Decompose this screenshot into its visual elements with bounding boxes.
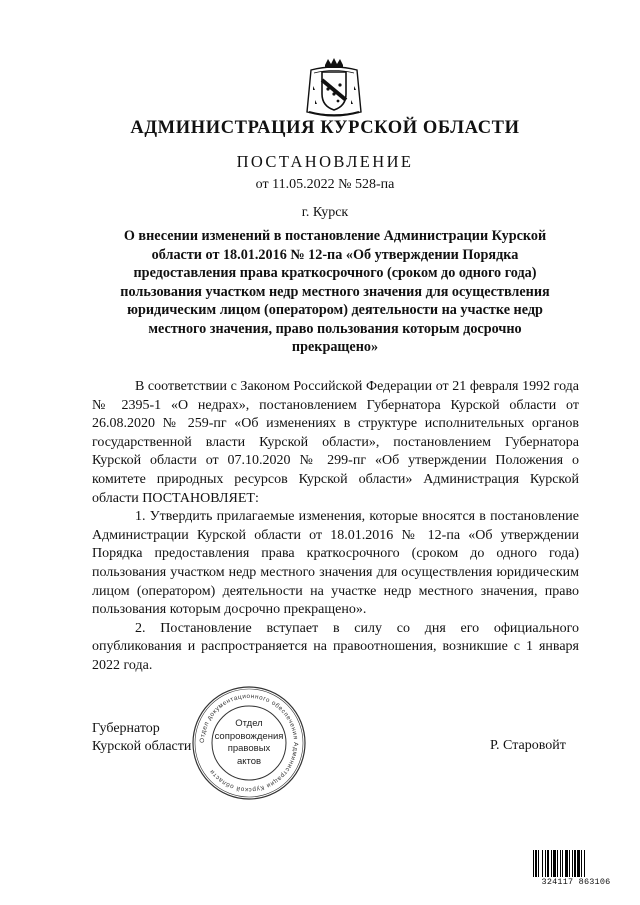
document-city: г. Курск — [301, 205, 349, 220]
stamp-line: сопровождения — [214, 730, 284, 742]
subject-line: предоставления права краткосрочного (сроком до одного года) — [133, 265, 537, 281]
organization-title: АДМИНИСТРАЦИЯ КУРСКОЙ ОБЛАСТИ — [130, 118, 520, 138]
document-subject — [100, 227, 570, 357]
subject-line: пользования участком недр местного значения для осуществления — [120, 283, 550, 300]
subject-line: области от 18.01.2016 № 12-па «Об утверждении Порядка — [151, 246, 519, 263]
subject-line: юридическим лицом (оператором) деятельности на участке недр — [127, 302, 543, 318]
preamble-paragraph: В соответствии с Законом Российской Федерации от 21 февраля 1992 года № 2395-1 «О недрах», постановлением Губернатора Курской области от 26.08.2020 № 259-пг «Об изменениях в структуре исполнительных органов государственной власти Курской области», постановлением Губернатора Курской области от 07.10.2020 № 299-пг «Об утверждении Положения о комитете природных ресурсов Курской области» Администрация Курской области ПОСТАНОВЛЯЕТ: — [92, 379, 579, 506]
coat-of-arms-icon — [305, 56, 363, 118]
subject-line: прекращено» — [291, 339, 379, 355]
stamp-line: актов — [236, 755, 262, 767]
barcode — [533, 850, 619, 888]
position-line: Губернатор — [92, 721, 160, 736]
barcode-bar — [585, 850, 586, 877]
stamp-center-text — [214, 718, 284, 768]
item-1-paragraph: 1. Утвердить прилагаемые изменения, которые вносятся в постановление Администрации Курской области от 18.01.2016 № 12-па «Об утверждении Порядка предоставления права краткосрочного (сроком до одного года) пользования участком недр местного значения для осуществления юридическим лицом (оператором) деятельности на участке недр местного значения, право пользования которым досрочно прекращено». — [92, 509, 579, 618]
item-2-paragraph: 2. Постановление вступает в силу со дня его официального опубликования и распространяется на правоотношения, возникшие с 1 января 2022 года. — [92, 620, 579, 673]
stamp-ring-text: Отдел документационного обеспечения Администрации Курской области — [198, 692, 300, 794]
subject-line: местного значения, право пользования которым досрочно — [148, 320, 522, 337]
position-line: Курской области — [92, 739, 192, 754]
document-body — [92, 378, 579, 676]
barcode-number: 324117 863106 — [541, 877, 611, 887]
official-stamp — [190, 684, 308, 802]
stamp-line: правовых — [227, 743, 271, 754]
signatory-position — [92, 720, 191, 756]
signatory-name: Р. Старовойт — [490, 738, 566, 753]
barcode-bars — [533, 850, 619, 877]
stamp-line: Отдел — [235, 718, 263, 729]
document-date-number: от 11.05.2022 № 528-па — [255, 177, 395, 192]
subject-line: О внесении изменений в постановление Администрации Курской — [123, 228, 547, 244]
document-type: ПОСТАНОВЛЕНИЕ — [236, 152, 414, 171]
